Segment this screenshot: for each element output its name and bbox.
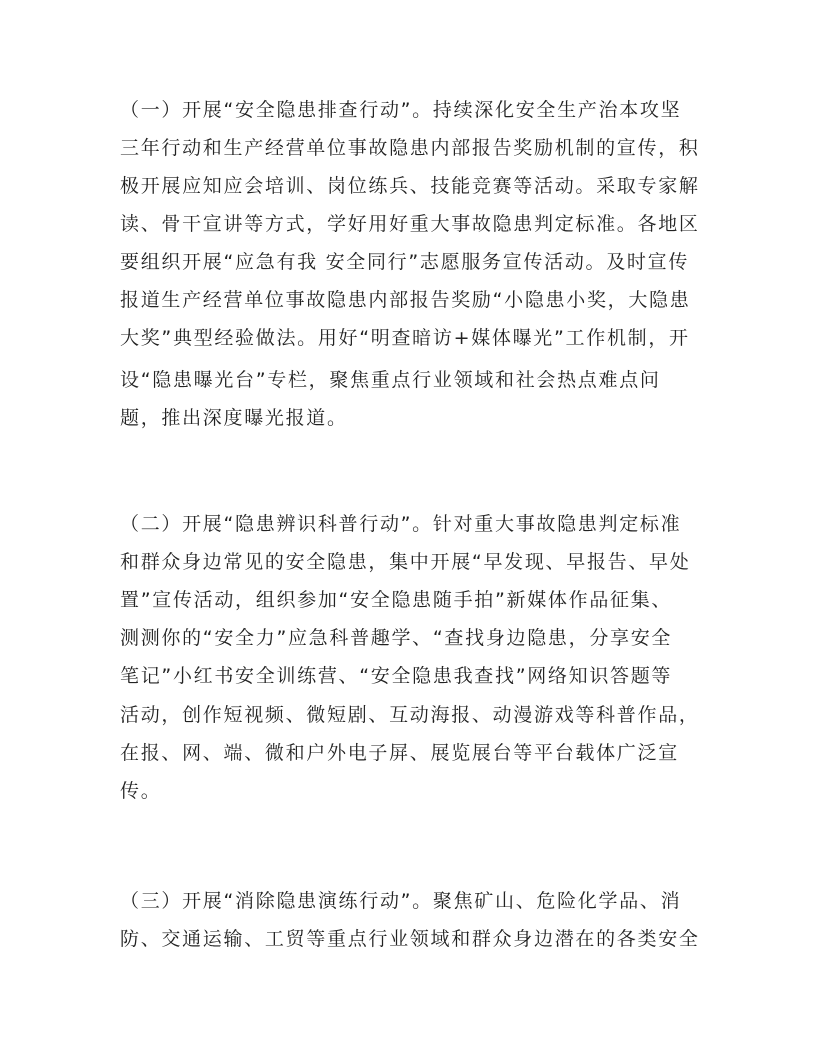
paragraph-line: 三年行动和生产经营单位事故隐患内部报告奖励机制的宣传，积: [120, 137, 700, 159]
paragraph-line: 测测你的“安全力”应急科普趣学、“查找身边隐患，分享安全: [120, 627, 673, 649]
paragraph-line: 题，推出深度曝光报道。: [120, 407, 348, 429]
paragraph-line: 在报、网、端、微和户外电子屏、展览展台等平台载体广泛宣: [120, 742, 679, 764]
paragraph-line: （三）开展“消除隐患演练行动”。聚焦矿山、危险化学品、消: [120, 890, 682, 912]
paragraph-line: 极开展应知应会培训、岗位练兵、技能竞赛等活动。采取专家解: [120, 175, 700, 197]
paragraph-line: 活动，创作短视频、微短剧、互动海报、动漫游戏等科普作品，: [120, 704, 700, 726]
paragraph-line: 笔记”小红书安全训练营、“安全隐患我查找”网络知识答题等: [120, 665, 673, 687]
paragraph-line: 防、交通运输、工贸等重点行业领域和群众身边潜在的各类安全: [120, 928, 700, 950]
paragraph-line: 要组织开展“应急有我 安全同行”志愿服务宣传活动。及时宣传: [120, 251, 690, 273]
paragraph-line: 报道生产经营单位事故隐患内部报告奖励“小隐患小奖，大隐患: [120, 289, 691, 311]
paragraph-line: 大奖”典型经验做法。用好“明查暗访+媒体曝光”工作机制，开: [120, 327, 690, 349]
paragraph-line: 传。: [120, 780, 162, 802]
paragraph-line: 设“隐患曝光台”专栏，聚焦重点行业领域和社会热点难点问: [120, 369, 661, 391]
paragraph-line: 读、骨干宣讲等方式，学好用好重大事故隐患判定标准。各地区: [120, 213, 700, 235]
paragraph-line: 置”宣传活动，组织参加“安全隐患随手拍”新媒体作品征集、: [120, 589, 673, 611]
paragraph-line: （一）开展“安全隐患排查行动”。持续深化安全生产治本攻坚: [120, 99, 682, 121]
paragraph-line: 和群众身边常见的安全隐患，集中开展“早发现、早报告、早处: [120, 551, 691, 573]
paragraph-line: （二）开展“隐患辨识科普行动”。针对重大事故隐患判定标准: [120, 513, 682, 535]
